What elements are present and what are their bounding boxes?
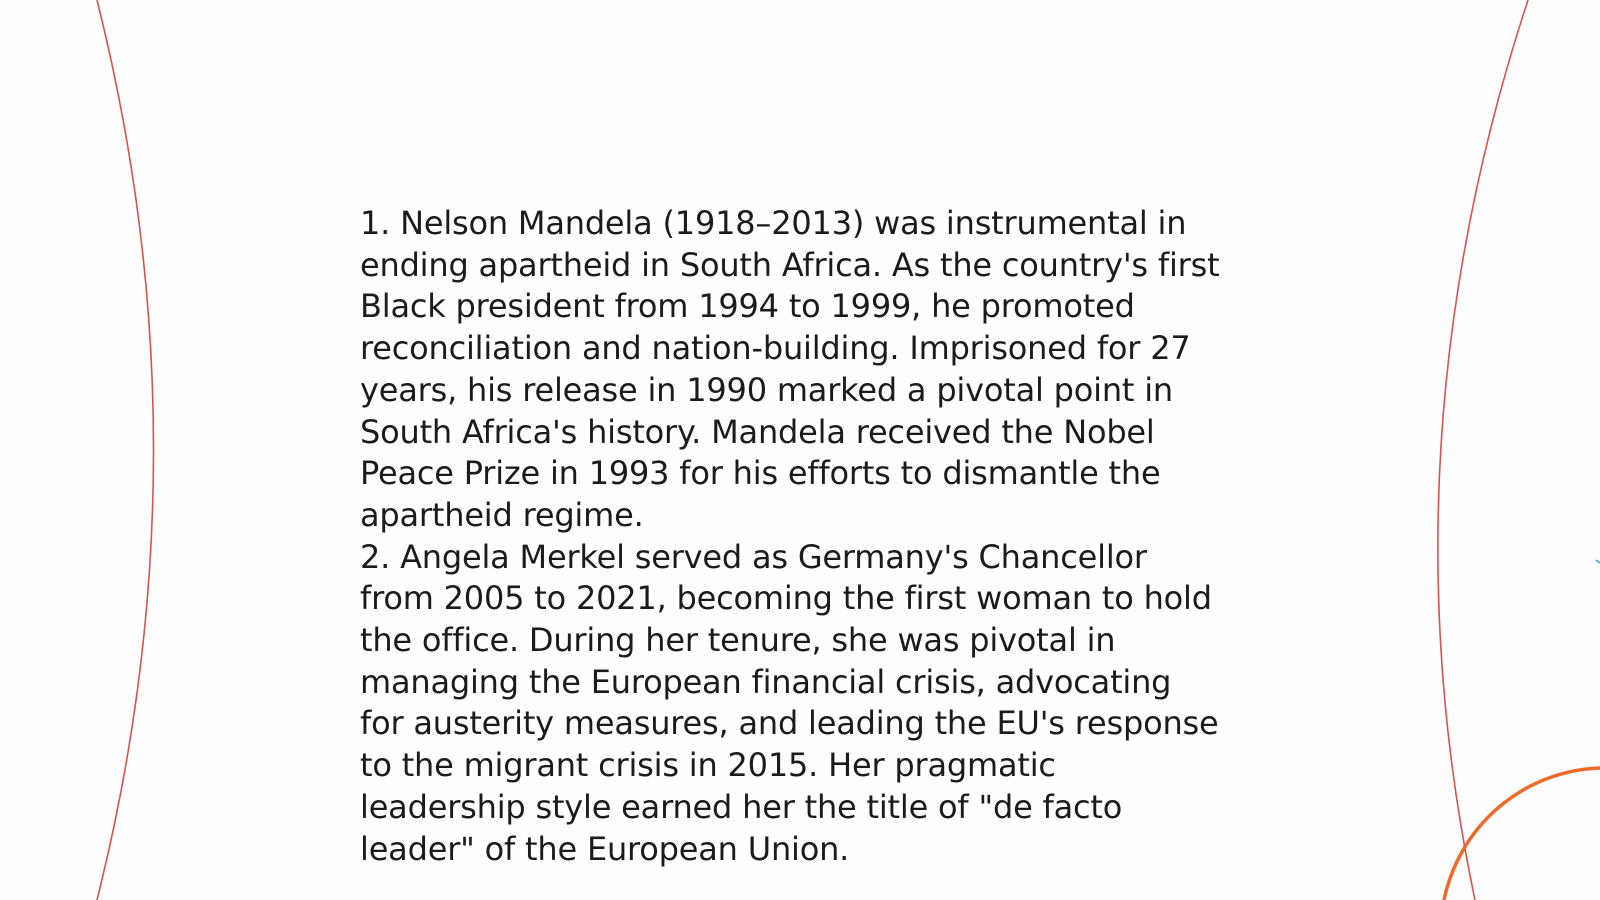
text-line: to the migrant crisis in 2015. Her pragmatic — [360, 746, 1056, 785]
text-line: reconciliation and nation-building. Imprisoned for 27 — [360, 329, 1191, 368]
text-line: ending apartheid in South Africa. As the country's first — [360, 245, 1220, 284]
paragraph-merkel — [360, 537, 1260, 871]
text-line: 1. Nelson Mandela (1918–2013) was instrumental in — [360, 204, 1187, 242]
body-text — [360, 203, 1260, 870]
text-line: leadership style earned her the title of "de facto — [360, 787, 1123, 826]
text-line: Peace Prize in 1993 for his efforts to dismantle the — [360, 454, 1161, 493]
edge-tick — [1596, 560, 1600, 563]
text-line: apartheid regime. — [360, 495, 644, 534]
text-line: from 2005 to 2021, becoming the first woman to hold — [360, 579, 1212, 618]
text-line: Black president from 1994 to 1999, he promoted — [360, 287, 1135, 326]
text-line: South Africa's history. Mandela received the Nobel — [360, 412, 1155, 451]
left-curve — [97, 0, 154, 900]
paragraph-mandela — [360, 203, 1260, 537]
text-line: 2. Angela Merkel served as Germany's Chancellor — [360, 537, 1147, 576]
text-line: leader" of the European Union. — [360, 829, 850, 868]
text-line: the office. During her tenure, she was pivotal in — [360, 621, 1116, 660]
right-curve — [1438, 0, 1528, 900]
text-line: years, his release in 1990 marked a pivotal point in — [360, 370, 1174, 409]
corner-arc — [1444, 768, 1600, 900]
text-line: for austerity measures, and leading the EU's response — [360, 704, 1219, 743]
text-line: managing the European financial crisis, advocating — [360, 662, 1172, 701]
